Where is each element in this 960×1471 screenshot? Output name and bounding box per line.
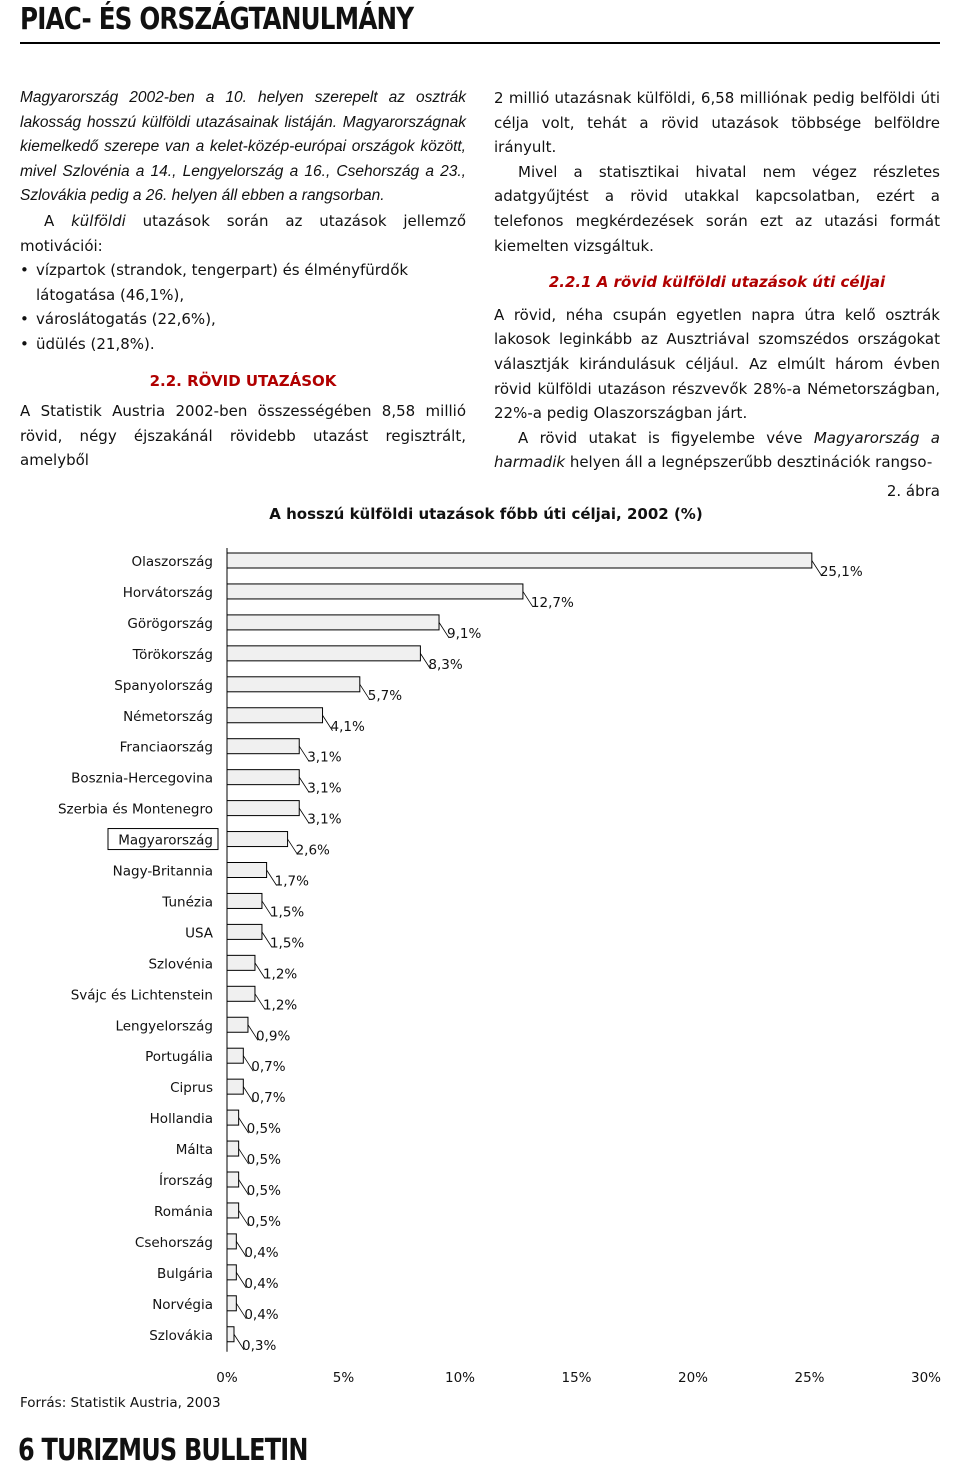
bar [227, 1079, 243, 1094]
data-label: 2,6% [295, 842, 330, 859]
bar [227, 1327, 234, 1342]
category-label: Bulgária [157, 1265, 213, 1282]
bar [227, 863, 267, 878]
bar [227, 1017, 248, 1032]
x-tick-label: 15% [561, 1370, 592, 1386]
x-tick-label: 10% [444, 1370, 476, 1386]
category-label: Írország [158, 1173, 213, 1189]
category-label: Nagy-Britannia [112, 863, 213, 880]
data-label: 3,1% [307, 749, 342, 766]
motivation-list [20, 258, 466, 356]
data-label: 0,9% [255, 1028, 291, 1045]
category-label: Szerbia és Montenegro [57, 801, 213, 818]
category-label: Svájc és Lichtenstein [70, 987, 213, 1004]
bar [227, 1141, 239, 1156]
category-label: Ciprus [170, 1080, 213, 1097]
left-paragraph-2 [20, 209, 466, 258]
bar-chart [0, 540, 960, 1390]
data-label: 3,1% [307, 811, 342, 828]
category-label: Málta [175, 1142, 213, 1159]
section-heading: 2.2. RÖVID UTAZÁSOK [149, 371, 337, 390]
data-label: 0,3% [241, 1337, 277, 1354]
data-label: 0,7% [251, 1090, 286, 1107]
page-footer: 6 TURIZMUS BULLETIN [18, 1433, 308, 1468]
right-column [494, 86, 940, 475]
bar [227, 677, 360, 692]
motivation-item: • vízpartok (strandok, tengerpart) és élményfürdők látogatása (46,1%), [20, 258, 466, 307]
data-label: 25,1% [819, 564, 863, 580]
category-label: Tunézia [162, 894, 213, 911]
data-label: 1,5% [269, 935, 305, 952]
data-label: 0,5% [246, 1121, 281, 1138]
bar [227, 832, 288, 847]
data-label: 12,7% [530, 594, 574, 611]
category-label: Lengyelország [115, 1018, 213, 1035]
bar [227, 893, 262, 908]
bar [227, 986, 255, 1001]
bar [227, 955, 255, 970]
right-paragraph-2: Mivel a statisztikai hivatal nem végez részletes adatgyűjtést a rövid utakkal kapcsolatban, ezért a telefonos megkérdezések során ezt az utazási formát kiemelten vizsgáltuk. [494, 162, 940, 255]
bar [227, 739, 299, 754]
category-label: Szlovákia [149, 1327, 213, 1344]
motivation-item: • városlátogatás (22,6%), [20, 307, 466, 332]
right-paragraph-1: 2 millió utazásnak külföldi, 6,58 milliónak pedig belföldi úti célja volt, tehát a rövid utazások többsége belföldre irányult. [494, 89, 940, 157]
category-label: Franciaország [119, 739, 213, 756]
right-paragraph-4-italic: Magyarország a harmadik [494, 428, 940, 472]
category-label: Norvégia [152, 1296, 213, 1313]
data-label: 0,4% [244, 1244, 279, 1261]
data-label: 0,5% [246, 1213, 281, 1230]
data-label: 1,7% [274, 873, 309, 890]
category-label: Olaszország [131, 554, 213, 570]
bar [227, 615, 439, 630]
bar [227, 770, 299, 785]
data-label: 3,1% [307, 780, 342, 797]
x-tick-label: 0% [216, 1370, 238, 1386]
category-label: Portugália [145, 1049, 213, 1066]
x-tick-label: 20% [677, 1370, 709, 1386]
data-label: 0,5% [246, 1152, 281, 1169]
bar [227, 646, 420, 661]
category-label: Görögország [127, 615, 213, 632]
category-label: Törökország [132, 646, 213, 663]
figure-label: 2. ábra [886, 482, 940, 500]
right-paragraph-3: A rövid, néha csupán egyetlen napra útra kelő osztrák lakosok leginkább az Ausztriával szomszédos országokat választják kirándulásuk céljául. Az elmúlt három évben rövid külföldi utazáson részvevők 28%-a Németországban, 22%-a pedig Olaszországban járt. [494, 305, 940, 423]
data-label: 0,7% [251, 1059, 286, 1076]
source-note: Forrás: Statistik Austria, 2003 [20, 1395, 221, 1411]
bar [227, 1110, 239, 1125]
x-tick-label: 25% [794, 1370, 825, 1386]
category-label: Szlovénia [148, 956, 213, 973]
left-paragraph-2-lead: A [44, 211, 72, 230]
bar [227, 1296, 236, 1311]
bar [227, 1203, 239, 1218]
data-label: 8,3% [428, 656, 463, 673]
bar [227, 801, 299, 816]
data-label: 0,4% [244, 1275, 279, 1292]
category-label: USA [185, 925, 213, 942]
subsection-heading: 2.2.1 A rövid külföldi utazások úti céljai [548, 273, 886, 292]
page-header-title: PIAC- ÉS ORSZÁGTANULMÁNY [20, 2, 414, 37]
data-label: 9,1% [447, 625, 482, 642]
category-label: Magyarország [118, 832, 213, 849]
bar [227, 1048, 243, 1063]
data-label: 0,5% [246, 1183, 281, 1199]
bar [227, 1234, 236, 1249]
category-label: Németország [123, 708, 213, 725]
data-label: 1,2% [262, 997, 298, 1014]
left-paragraph-3: A Statistik Austria 2002-ben összességében 8,58 millió rövid, négy éjszakánál rövidebb utazást regisztrált, amelyből [20, 402, 466, 470]
data-label: 0,4% [244, 1306, 279, 1323]
category-label: Csehország [134, 1234, 213, 1251]
data-label: 1,2% [262, 966, 298, 983]
left-paragraph-2-italic: külföldi [71, 211, 126, 230]
left-paragraph-1: Magyarország 2002-ben a 10. helyen szerepelt az osztrák lakosság hosszú külföldi utazásainak listáján. Magyarországnak kiemelkedő szerepe van a kelet-közép-európai országok között, mivel Szlovénia a 14., Lengyelország a 16., Csehország a 23., Szlovákia pedig a 26. helyen áll ebben a rangsorban. [20, 89, 466, 205]
chart-title: A hosszú külföldi utazások főbb úti céljai, 2002 (%) [269, 505, 703, 523]
data-label: 4,1% [330, 718, 365, 735]
bar [227, 708, 323, 723]
right-paragraph-4-lead: A rövid utakat is figyelembe véve [518, 428, 814, 447]
left-column [20, 86, 466, 473]
right-paragraph-4 [494, 426, 940, 475]
x-tick-label: 5% [332, 1370, 355, 1386]
bar [227, 1172, 239, 1187]
data-label: 1,5% [269, 904, 305, 921]
bar [227, 924, 262, 939]
category-label: Bosznia-Hercegovina [71, 770, 213, 787]
bar [227, 553, 812, 568]
category-label: Horvátország [122, 584, 213, 601]
header-rule [20, 42, 940, 44]
right-paragraph-4-rest: helyen áll a legnépszerűbb desztinációk rangso- [565, 453, 933, 472]
chart-title-wrap [0, 505, 960, 523]
bar [227, 1265, 236, 1280]
left-paragraph-2-rest: utazások során az utazások jellemző motivációi: [20, 211, 466, 255]
data-label: 5,7% [367, 687, 403, 704]
x-tick-label: 30% [910, 1370, 942, 1386]
category-label: Hollandia [149, 1111, 213, 1128]
bar [227, 584, 523, 599]
category-label: Románia [153, 1203, 213, 1220]
category-label: Spanyolország [114, 677, 213, 694]
motivation-item: • üdülés (21,8%). [20, 332, 466, 357]
